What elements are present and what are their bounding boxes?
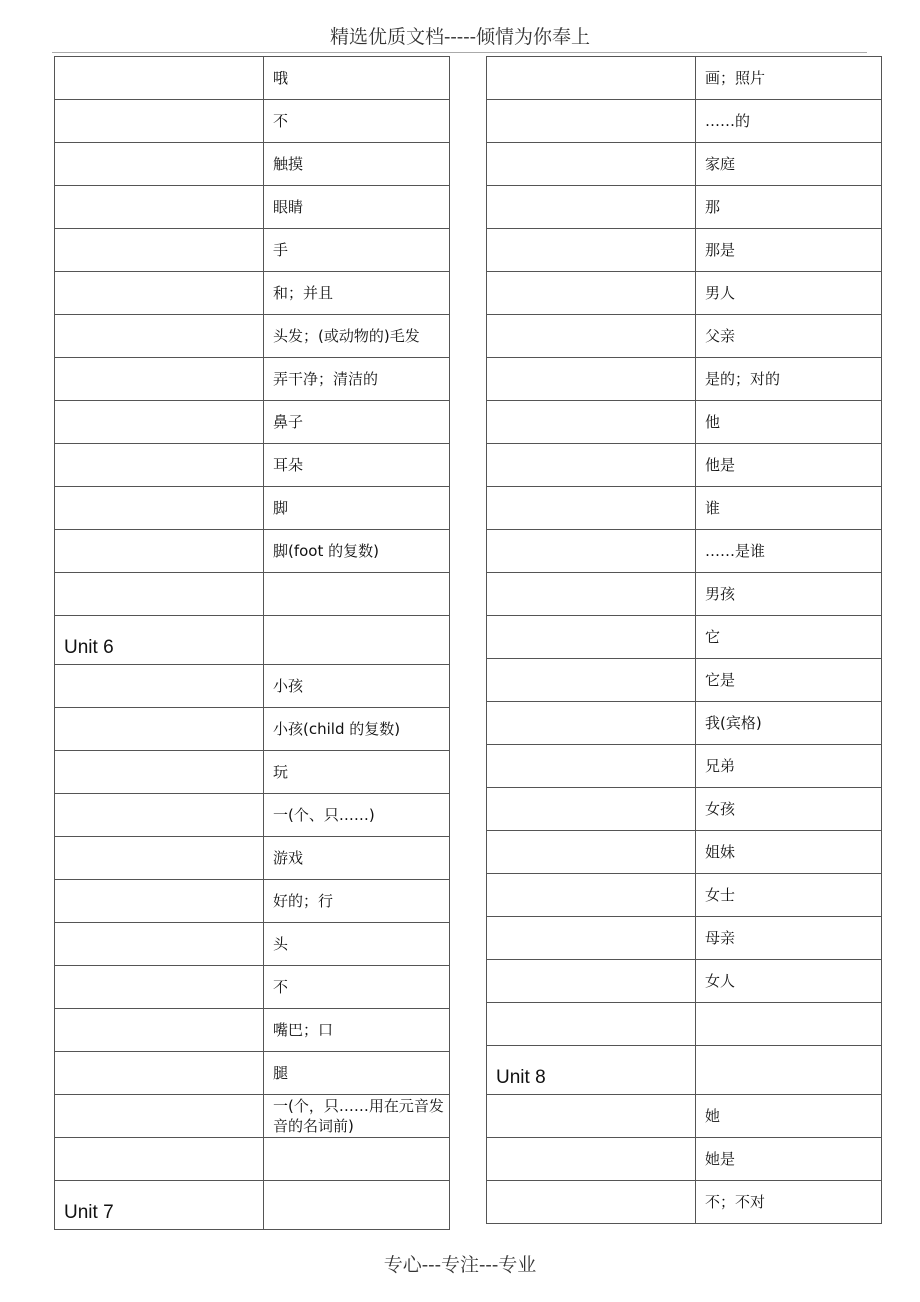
right-vocab-body — [487, 57, 882, 1224]
english-word-cell — [55, 530, 264, 573]
table-row — [487, 143, 882, 186]
english-word-cell — [55, 837, 264, 880]
table-row — [487, 1003, 882, 1046]
english-word-cell — [55, 487, 264, 530]
chinese-meaning-cell: 兄弟 — [696, 745, 882, 788]
chinese-meaning-cell: 姐妹 — [696, 831, 882, 874]
table-row — [55, 1052, 450, 1095]
table-row — [55, 837, 450, 880]
english-word-cell — [487, 358, 696, 401]
chinese-meaning-cell: 她 — [696, 1095, 882, 1138]
right-vocab-table — [486, 56, 882, 1224]
english-word-cell — [487, 57, 696, 100]
english-word-cell — [55, 1009, 264, 1052]
chinese-meaning-cell: 手 — [264, 229, 450, 272]
chinese-meaning-cell: 鼻子 — [264, 401, 450, 444]
table-row — [487, 272, 882, 315]
english-word-cell — [487, 745, 696, 788]
table-row — [55, 100, 450, 143]
chinese-meaning-cell: 弄干净；清洁的 — [264, 358, 450, 401]
table-row — [487, 874, 882, 917]
chinese-meaning-cell: 女士 — [696, 874, 882, 917]
chinese-meaning-cell: 小孩 — [264, 665, 450, 708]
chinese-meaning-cell: 谁 — [696, 487, 882, 530]
english-word-cell — [487, 788, 696, 831]
chinese-meaning-cell: ……的 — [696, 100, 882, 143]
chinese-meaning-cell: 好的；行 — [264, 880, 450, 923]
english-word-cell — [487, 874, 696, 917]
chinese-meaning-cell: 玩 — [264, 751, 450, 794]
chinese-meaning-cell: 他 — [696, 401, 882, 444]
english-word-cell — [55, 57, 264, 100]
english-word-cell — [55, 315, 264, 358]
english-word-cell — [487, 917, 696, 960]
table-row — [55, 530, 450, 573]
english-word-cell — [55, 880, 264, 923]
chinese-meaning-cell: ……是谁 — [696, 530, 882, 573]
chinese-meaning-cell: 画；照片 — [696, 57, 882, 100]
chinese-meaning-cell: 耳朵 — [264, 444, 450, 487]
table-row — [487, 444, 882, 487]
table-row — [55, 444, 450, 487]
chinese-meaning-cell: 游戏 — [264, 837, 450, 880]
english-word-cell — [487, 229, 696, 272]
chinese-meaning-cell: 脚(foot 的复数) — [264, 530, 450, 573]
table-row — [487, 659, 882, 702]
english-word-cell — [55, 186, 264, 229]
english-word-cell — [55, 665, 264, 708]
left-vocab-table — [54, 56, 450, 1230]
english-word-cell — [487, 1181, 696, 1224]
english-word-cell — [487, 1138, 696, 1181]
english-word-cell — [487, 616, 696, 659]
table-row — [487, 745, 882, 788]
table-row — [55, 708, 450, 751]
chinese-meaning-cell: 她是 — [696, 1138, 882, 1181]
chinese-meaning-cell: 触摸 — [264, 143, 450, 186]
table-row — [487, 960, 882, 1003]
english-word-cell — [55, 1095, 264, 1138]
left-vocab-body — [55, 57, 450, 1230]
page-footer: 专心---专注---专业 — [383, 1254, 537, 1276]
chinese-meaning-cell: 女孩 — [696, 788, 882, 831]
table-row — [487, 1138, 882, 1181]
table-row — [487, 487, 882, 530]
english-word-cell — [55, 100, 264, 143]
table-row — [55, 229, 450, 272]
table-row — [487, 831, 882, 874]
chinese-meaning-cell — [696, 1003, 882, 1046]
chinese-meaning-cell: 一(个、只……) — [264, 794, 450, 837]
english-word-cell — [487, 659, 696, 702]
table-row — [487, 788, 882, 831]
chinese-meaning-cell: 女人 — [696, 960, 882, 1003]
table-row — [55, 401, 450, 444]
english-word-cell — [55, 143, 264, 186]
table-row — [487, 1095, 882, 1138]
table-row — [55, 880, 450, 923]
english-word-cell — [487, 444, 696, 487]
chinese-meaning-cell: 腿 — [264, 1052, 450, 1095]
table-row — [55, 358, 450, 401]
unit-heading: Unit 7 — [55, 1181, 264, 1230]
table-row — [55, 794, 450, 837]
chinese-meaning-cell: 男人 — [696, 272, 882, 315]
english-word-cell — [55, 1138, 264, 1181]
english-word-cell — [487, 573, 696, 616]
table-row — [55, 923, 450, 966]
table-row — [55, 1138, 450, 1181]
english-word-cell — [487, 401, 696, 444]
english-word-cell — [487, 487, 696, 530]
table-row — [55, 57, 450, 100]
chinese-meaning-cell — [264, 1181, 450, 1230]
english-word-cell — [55, 444, 264, 487]
english-word-cell — [487, 702, 696, 745]
table-row — [487, 229, 882, 272]
chinese-meaning-cell: 母亲 — [696, 917, 882, 960]
chinese-meaning-cell — [696, 1046, 882, 1095]
table-row — [487, 573, 882, 616]
english-word-cell — [487, 272, 696, 315]
table-row — [55, 272, 450, 315]
chinese-meaning-cell: 我(宾格) — [696, 702, 882, 745]
chinese-meaning-cell: 它是 — [696, 659, 882, 702]
table-row — [487, 315, 882, 358]
table-row — [487, 186, 882, 229]
english-word-cell — [55, 923, 264, 966]
chinese-meaning-cell: 和；并且 — [264, 272, 450, 315]
table-row — [55, 315, 450, 358]
chinese-meaning-cell: 不 — [264, 100, 450, 143]
table-row — [487, 358, 882, 401]
english-word-cell — [55, 751, 264, 794]
table-row — [487, 530, 882, 573]
chinese-meaning-cell: 那 — [696, 186, 882, 229]
chinese-meaning-cell — [264, 1138, 450, 1181]
table-row — [487, 1181, 882, 1224]
table-row — [55, 665, 450, 708]
chinese-meaning-cell: 不 — [264, 966, 450, 1009]
chinese-meaning-cell: 哦 — [264, 57, 450, 100]
table-row — [55, 1181, 450, 1230]
english-word-cell — [487, 960, 696, 1003]
chinese-meaning-cell: 不；不对 — [696, 1181, 882, 1224]
table-row — [487, 100, 882, 143]
chinese-meaning-cell: 小孩(child 的复数) — [264, 708, 450, 751]
english-word-cell — [487, 100, 696, 143]
table-row — [487, 702, 882, 745]
english-word-cell — [487, 315, 696, 358]
chinese-meaning-cell: 父亲 — [696, 315, 882, 358]
unit-heading: Unit 8 — [487, 1046, 696, 1095]
english-word-cell — [55, 794, 264, 837]
chinese-meaning-cell: 男孩 — [696, 573, 882, 616]
table-row — [55, 143, 450, 186]
table-row — [487, 401, 882, 444]
english-word-cell — [487, 831, 696, 874]
table-row — [55, 751, 450, 794]
table-row — [55, 616, 450, 665]
english-word-cell — [55, 966, 264, 1009]
english-word-cell — [55, 358, 264, 401]
chinese-meaning-cell: 头发；(或动物的)毛发 — [264, 315, 450, 358]
table-row — [487, 1046, 882, 1095]
chinese-meaning-cell: 嘴巴；口 — [264, 1009, 450, 1052]
english-word-cell — [55, 229, 264, 272]
english-word-cell — [487, 186, 696, 229]
chinese-meaning-cell: 它 — [696, 616, 882, 659]
table-row — [55, 186, 450, 229]
page-header: 精选优质文档-----倾情为你奉上 — [329, 26, 591, 48]
english-word-cell — [487, 530, 696, 573]
table-row — [487, 57, 882, 100]
header-divider — [52, 52, 867, 53]
table-row — [55, 1009, 450, 1052]
table-row — [55, 966, 450, 1009]
chinese-meaning-cell: 是的；对的 — [696, 358, 882, 401]
chinese-meaning-cell: 家庭 — [696, 143, 882, 186]
chinese-meaning-cell: 他是 — [696, 444, 882, 487]
english-word-cell — [55, 272, 264, 315]
table-row — [55, 1095, 450, 1138]
english-word-cell — [55, 573, 264, 616]
table-row — [487, 616, 882, 659]
table-row — [55, 573, 450, 616]
chinese-meaning-cell: 头 — [264, 923, 450, 966]
english-word-cell — [487, 1003, 696, 1046]
chinese-meaning-cell: 眼睛 — [264, 186, 450, 229]
chinese-meaning-cell — [264, 573, 450, 616]
chinese-meaning-cell — [264, 616, 450, 665]
chinese-meaning-cell: 一(个，只……用在元音发音的名词前) — [264, 1095, 450, 1138]
table-row — [487, 917, 882, 960]
english-word-cell — [55, 401, 264, 444]
table-row — [55, 487, 450, 530]
chinese-meaning-cell: 脚 — [264, 487, 450, 530]
english-word-cell — [55, 708, 264, 751]
english-word-cell — [487, 143, 696, 186]
unit-heading: Unit 6 — [55, 616, 264, 665]
chinese-meaning-cell: 那是 — [696, 229, 882, 272]
english-word-cell — [55, 1052, 264, 1095]
english-word-cell — [487, 1095, 696, 1138]
